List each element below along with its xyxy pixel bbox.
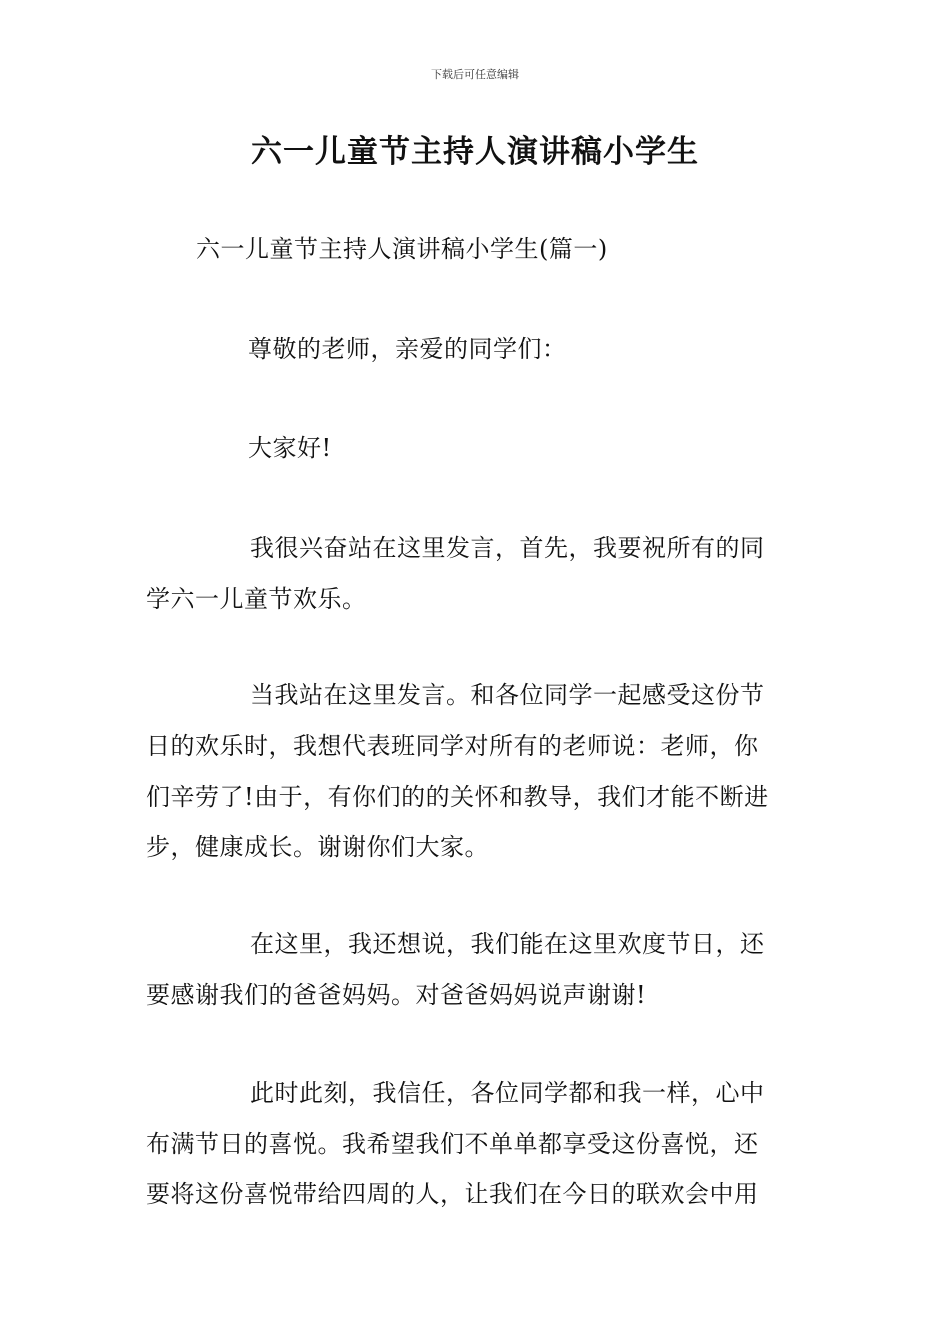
document-title: 六一儿童节主持人演讲稿小学生 xyxy=(251,134,699,170)
header-note: 下载后可任意编辑 xyxy=(431,68,519,81)
paragraph-1-line-1: 我很兴奋站在这里发言，首先，我要祝所有的同 xyxy=(250,534,765,562)
hello-line: 大家好! xyxy=(248,434,332,462)
paragraph-3-line-2: 要感谢我们的爸爸妈妈。对爸爸妈妈说声谢谢! xyxy=(146,981,647,1009)
paragraph-2-line-3: 们辛劳了!由于，有你们的的关怀和教导，我们才能不断进 xyxy=(146,783,769,811)
paragraph-4-line-1: 此时此刻，我信任，各位同学都和我一样，心中 xyxy=(250,1079,765,1107)
paragraph-2-line-2: 日的欢乐时，我想代表班同学对所有的老师说：老师，你 xyxy=(146,732,759,760)
paragraph-3-line-1: 在这里，我还想说，我们能在这里欢度节日，还 xyxy=(250,930,765,958)
paragraph-4-line-3: 要将这份喜悦带给四周的人，让我们在今日的联欢会中用 xyxy=(146,1180,759,1208)
greeting-line: 尊敬的老师，亲爱的同学们： xyxy=(248,335,567,363)
section-subtitle: 六一儿童节主持人演讲稿小学生(篇一) xyxy=(196,235,608,263)
paragraph-1-line-2: 学六一儿童节欢乐。 xyxy=(146,585,367,613)
paragraph-2-line-1: 当我站在这里发言。和各位同学一起感受这份节 xyxy=(250,681,765,709)
paragraph-2-line-4: 步，健康成长。谢谢你们大家。 xyxy=(146,833,489,861)
paragraph-4-line-2: 布满节日的喜悦。我希望我们不单单都享受这份喜悦，还 xyxy=(146,1130,759,1158)
